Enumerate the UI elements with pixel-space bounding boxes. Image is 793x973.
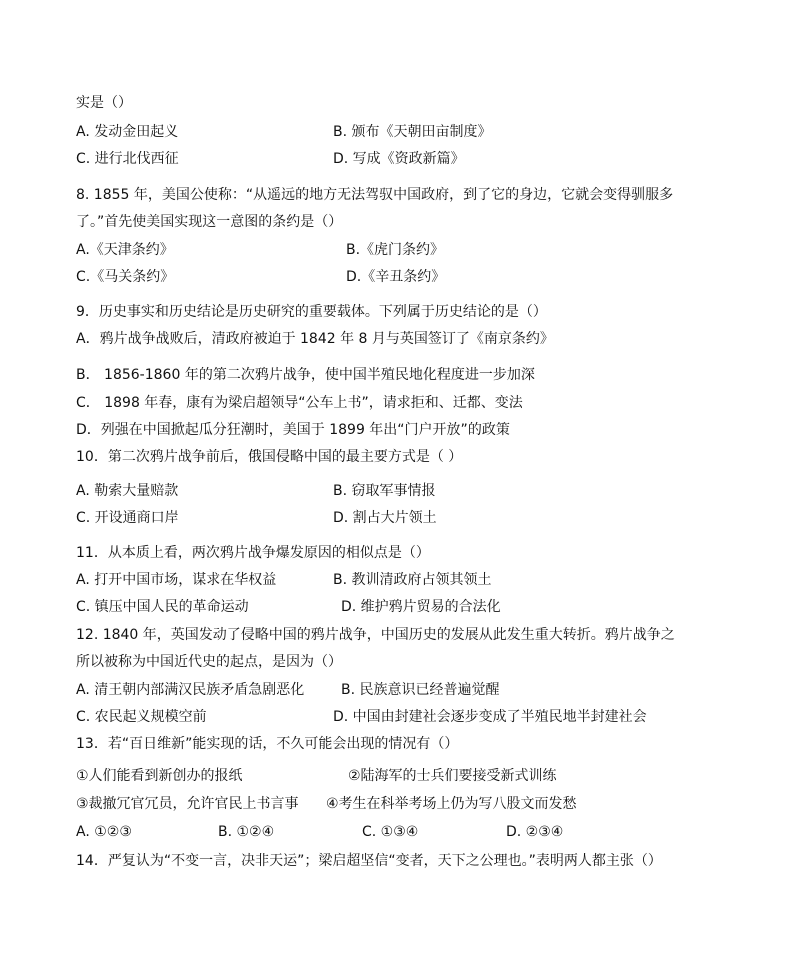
- q13-option-a: A. ①②③: [76, 824, 132, 840]
- q10-option-d: D. 割占大片领土: [333, 510, 437, 526]
- q11-option-d: D. 维护鸦片贸易的合法化: [341, 599, 501, 615]
- q13-statement-2: ②陆海军的士兵们要接受新式训练: [348, 768, 557, 784]
- q8-option-b: B.《虎门条约》: [346, 242, 445, 258]
- q7-option-d: D. 写成《资政新篇》: [333, 151, 465, 167]
- q9-option-d: D．列强在中国掀起瓜分狂潮时，美国于 1899 年出“门户开放”的政策: [76, 422, 510, 438]
- q12-option-b: B. 民族意识已经普遍觉醒: [341, 682, 500, 698]
- q7-stem-line-1: 实是（）: [76, 95, 132, 111]
- q9-option-a: A．鸦片战争战败后，清政府被迫于 1842 年 8 月与英国签订了《南京条约》: [76, 331, 554, 347]
- q13-statement-1: ①人们能看到新创办的报纸: [76, 768, 243, 784]
- q13-statement-4: ④考生在科举考场上仍为写八股文而发愁: [326, 796, 577, 812]
- q8-stem-line-2: 了。”首先使美国实现这一意图的条约是（）: [76, 214, 343, 230]
- q13-option-c: C. ①③④: [362, 824, 419, 840]
- q11-option-c: C. 镇压中国人民的革命运动: [76, 599, 249, 615]
- q12-option-c: C. 农民起义规模空前: [76, 709, 207, 725]
- q12-option-a: A. 清王朝内部满汉民族矛盾急剧恶化: [76, 682, 305, 698]
- q10-stem-line-1: 10．第二次鸦片战争前后，俄国侵略中国的最主要方式是（ ）: [76, 449, 463, 465]
- q13-statement-3: ③裁撤冗官冗员，允许官民上书言事: [76, 796, 299, 812]
- q11-option-b: B. 教训清政府占领其领土: [333, 572, 492, 588]
- q7-option-a: A. 发动金田起义: [76, 124, 179, 140]
- q8-stem-line-1: 8. 1855 年，美国公使称：“从遥远的地方无法驾驭中国政府，到了它的身边，它就会变得驯服多: [76, 187, 674, 203]
- q13-option-b: B. ①②④: [218, 824, 275, 840]
- q8-option-d: D.《辛丑条约》: [346, 269, 446, 285]
- q13-option-d: D. ②③④: [506, 824, 564, 840]
- q9-option-b: B． 1856-1860 年的第二次鸦片战争，使中国半殖民地化程度进一步加深: [76, 367, 535, 383]
- q8-option-a: A.《天津条约》: [76, 242, 174, 258]
- q7-option-c: C. 进行北伐西征: [76, 151, 179, 167]
- q13-stem-line-1: 13．若“百日维新”能实现的话，不久可能会出现的情况有（）: [76, 736, 459, 752]
- q10-option-b: B. 窃取军事情报: [333, 483, 436, 499]
- q10-option-c: C. 开设通商口岸: [76, 510, 179, 526]
- q7-option-b: B. 颁布《天朝田亩制度》: [333, 124, 492, 140]
- q11-option-a: A. 打开中国市场，谋求在华权益: [76, 572, 277, 588]
- q11-stem-line-1: 11．从本质上看，两次鸦片战争爆发原因的相似点是（）: [76, 545, 430, 561]
- q9-stem-line-1: 9．历史事实和历史结论是历史研究的重要载体。下列属于历史结论的是（）: [76, 304, 547, 320]
- q14-stem-line-1: 14．严复认为“不变一言，决非天运”；梁启超坚信“变者，天下之公理也。”表明两人都主张（）: [76, 853, 662, 869]
- q10-option-a: A. 勒索大量赔款: [76, 483, 179, 499]
- q12-stem-line-2: 所以被称为中国近代史的起点，是因为（）: [76, 654, 342, 670]
- q12-stem-line-1: 12. 1840 年，英国发动了侵略中国的鸦片战争，中国历史的发展从此发生重大转折。鸦片战争之: [76, 627, 675, 643]
- q8-option-c: C.《马关条约》: [76, 269, 175, 285]
- q9-option-c: C． 1898 年春，康有为梁启超领导“公车上书”，请求拒和、迁都、变法: [76, 395, 523, 411]
- q12-option-d: D. 中国由封建社会逐步变成了半殖民地半封建社会: [333, 709, 647, 725]
